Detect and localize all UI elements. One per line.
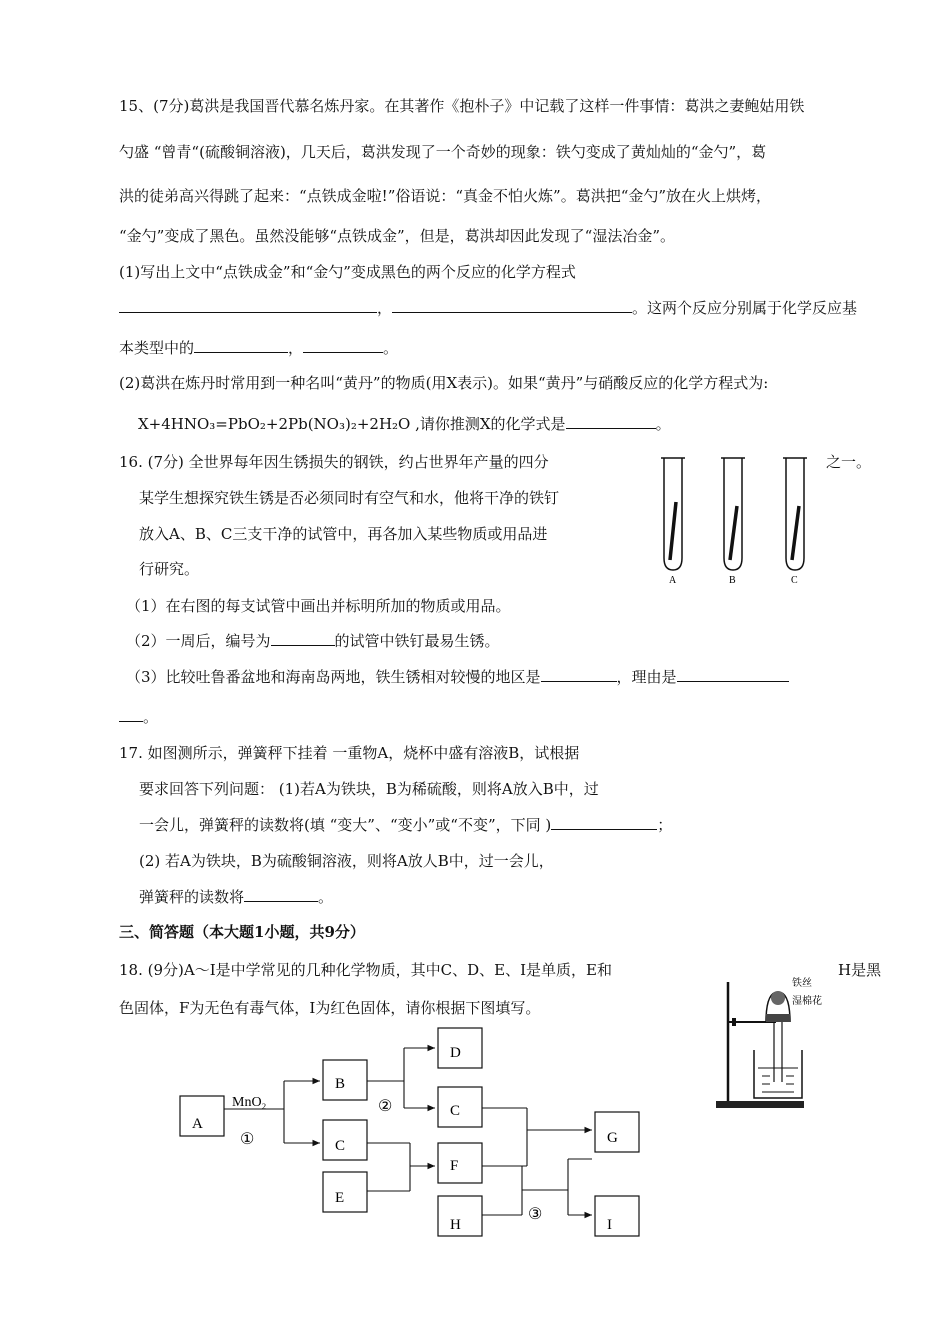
answer-blank[interactable]: [244, 887, 318, 902]
q15-sub1-types-line: [119, 338, 398, 358]
wet-cotton-icon: [766, 1014, 790, 1022]
beaker: [754, 1050, 802, 1098]
q18-paragraph-line-2: 色固体，F为无色有毒气体，I为红色固体，请你根据下图填写。: [119, 999, 541, 1017]
q17-paragraph-line-3: [139, 815, 672, 835]
label-wet-cotton: 湿棉花: [792, 996, 822, 1007]
answer-blank[interactable]: [541, 667, 617, 682]
test-tube-c: [783, 458, 807, 570]
q15-sub2-prompt: (2)葛洪在炼丹时常用到一种名叫“黄丹”的物质(用X表示)。如果“黄丹”与硝酸反应的化学方程式为:: [119, 374, 769, 392]
box-label-g: G: [607, 1130, 618, 1146]
tube-label-a: A: [669, 575, 677, 586]
box-label-d: D: [450, 1045, 461, 1061]
q18-paragraph-line-1-end: H是黑: [838, 961, 882, 979]
box-label-i: I: [607, 1217, 612, 1233]
q17-paragraph-line-4: (2) 若A为铁块，B为硫酸铜溶液，则将A放人B中，过一会儿，: [139, 852, 554, 870]
q15-paragraph-line-2: 勺盛 “曾青“(硫酸铜溶液)，几天后，葛洪发现了一个奇妙的现象：铁勺变成了黄灿灿的“金勺”，葛: [119, 143, 767, 161]
step-mark-3: ③: [528, 1206, 543, 1223]
q16-paragraph-line-4: 行研究。: [139, 560, 200, 578]
q16-sub3-continuation: [119, 707, 158, 727]
answer-blank[interactable]: [271, 631, 335, 646]
q15-paragraph-line-1: 15、(7分)葛洪是我国晋代慕名炼丹家。在其著作《抱朴子》中记载了这样一件事情：葛洪之妻鲍姑用铁: [119, 97, 805, 115]
period: 。: [383, 339, 399, 357]
tube-label-c: C: [791, 575, 798, 586]
label-iron-wire: 铁丝: [792, 978, 812, 989]
iron-nail-icon: [730, 506, 737, 560]
q15-sub1-answer-line: [119, 298, 857, 318]
test-tube-b: [721, 458, 745, 570]
tube-label-b: B: [729, 575, 736, 586]
answer-blank[interactable]: [392, 298, 632, 313]
test-tubes-figure: [650, 452, 830, 592]
comma: ，: [288, 339, 304, 357]
q15-paragraph-line-3: 洪的徒弟高兴得跳了起来：“点铁成金啦!”俗语说：“真金不怕火炼”。葛洪把“金勺”放在火上烘烤，: [119, 187, 772, 205]
section-3-title: 三、简答题（本大题1小题，共9分）: [119, 923, 365, 941]
q16-paragraph-line-1-end: 之一。: [826, 453, 872, 471]
period: 。: [143, 708, 159, 726]
q16-sub1: （1）在右图的每支试管中画出并标明所加的物质或用品。: [126, 597, 511, 615]
q16-sub2-prompt: （2）一周后，编号为: [126, 632, 271, 650]
answer-blank[interactable]: [677, 667, 789, 682]
q16-sub3-prompt: （3）比较吐鲁番盆地和海南岛两地，铁生锈相对较慢的地区是: [126, 668, 541, 686]
box-label-a: A: [192, 1116, 203, 1132]
test-tube-a: [661, 458, 685, 570]
flow-diagram: [160, 1020, 660, 1245]
q18-paragraph-line-1: 18. (9分)A～I是中学常见的几种化学物质，其中C、D、E、I是单质，E和: [119, 961, 612, 979]
box-label-f: F: [450, 1158, 459, 1174]
stand-base: [716, 1101, 804, 1108]
period: 。: [655, 415, 671, 433]
q16-paragraph-line-3: 放入A、B、C三支干净的试管中，再各加入某些物质或用品进: [139, 525, 548, 543]
q15-paragraph-line-4: “金勺”变成了黑色。虽然没能够“点铁成金”，但是，葛洪却因此发现了“湿法冶金”。: [119, 227, 676, 245]
iron-wire-icon: [771, 991, 785, 1005]
step-mark-2: ②: [378, 1098, 393, 1115]
answer-blank[interactable]: [119, 707, 143, 722]
answer-blank[interactable]: [194, 338, 288, 353]
answer-blank[interactable]: [119, 298, 377, 313]
q16-paragraph-line-2: 某学生想探究铁生锈是否必须同时有空气和水，他将干净的铁钉: [139, 489, 560, 507]
catalyst-label: MnO₂: [232, 1095, 267, 1110]
q16-sub3-line: [126, 667, 789, 687]
apparatus-figure: [712, 970, 832, 1112]
q15-sub1-prompt: (1)写出上文中“点铁成金”和“金勺”变成黑色的两个反应的化学方程式: [119, 263, 576, 281]
q16-sub2-line: [126, 631, 500, 651]
iron-nail-icon: [670, 502, 676, 560]
q17-paragraph-line-2: 要求回答下列问题： (1)若A为铁块，B为稀硫酸，则将A放入B中，过: [139, 780, 599, 798]
answer-blank[interactable]: [303, 338, 383, 353]
q17-paragraph-line-1: 17. 如图测所示，弹簧秤下挂着 一重物A，烧杯中盛有溶液B，试根据: [119, 744, 580, 762]
period: 。: [318, 888, 334, 906]
q17-sub1-prompt: 一会儿，弹簧秤的读数将(填 “变大”、“变小”或“不变”，下同 ): [139, 816, 552, 834]
step-mark-1: ①: [240, 1131, 255, 1148]
q15-equation-line: [138, 414, 671, 434]
q17-sub2-prompt: 弹簧秤的读数将: [139, 888, 245, 906]
q16-sub3-reason-label: ，理由是: [616, 668, 677, 686]
comma: ，: [377, 299, 393, 317]
box-label-c: C: [335, 1138, 346, 1154]
q15-types-label: 本类型中的: [119, 339, 195, 357]
box-label-b: B: [335, 1076, 346, 1092]
q16-paragraph-line-1: 16. (7分) 全世界每年因生锈损失的钢铁，约占世界年产量的四分: [119, 453, 549, 471]
q15-sub1-tail: 。这两个反应分别属于化学反应基: [632, 299, 858, 317]
q17-paragraph-line-5: [139, 887, 333, 907]
iron-nail-icon: [792, 506, 799, 560]
box-label-c2: C: [450, 1103, 461, 1119]
box-label-h: H: [450, 1217, 461, 1233]
q15-equation: X+4HNO₃=PbO₂+2Pb(NO₃)₂+2H₂O ,请你推测X的化学式是: [138, 415, 566, 433]
answer-blank[interactable]: [566, 414, 656, 429]
q16-sub2-tail: 的试管中铁钉最易生锈。: [334, 632, 500, 650]
box-i: [595, 1196, 639, 1236]
box-e: [323, 1172, 367, 1212]
box-f: [438, 1143, 482, 1183]
answer-blank[interactable]: [551, 815, 657, 830]
semicolon: ；: [657, 816, 673, 834]
box-label-e: E: [335, 1190, 345, 1206]
